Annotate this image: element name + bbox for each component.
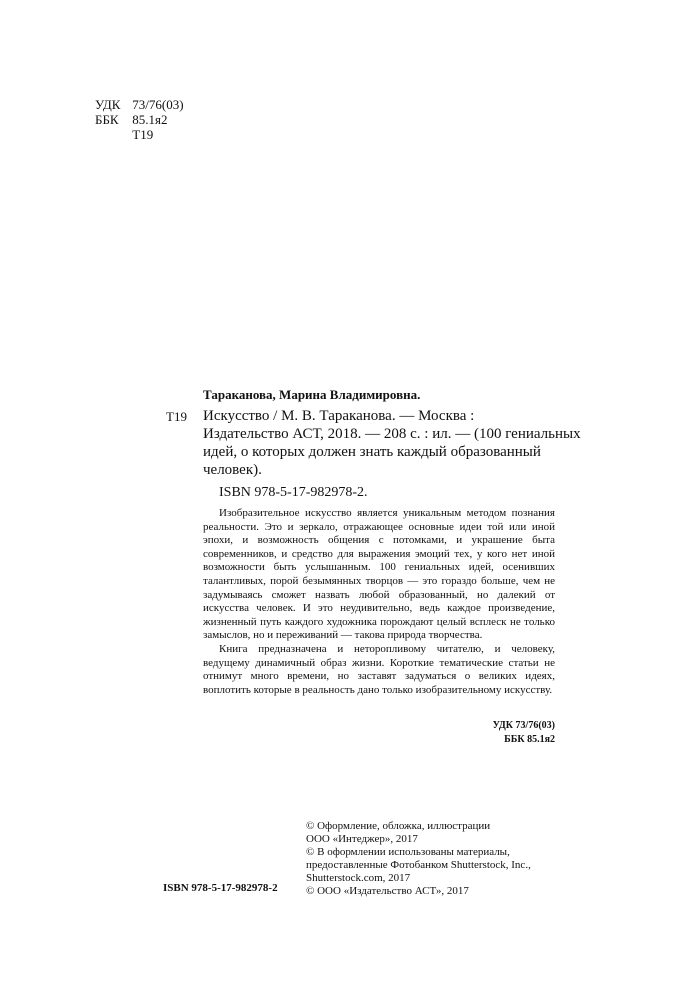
biblio-line: Издательство АСТ, 2018. — 208 с. : ил. — (100 гениальных [203, 426, 581, 442]
isbn-bottom: ISBN 978-5-17-982978-2 [163, 882, 278, 894]
copyright-line: предоставленные Фотобанком Shutterstock, Inc., [306, 859, 531, 871]
udk-row [95, 97, 184, 112]
bbk-row [95, 112, 184, 127]
author-mark: Т19 [166, 409, 187, 424]
classification-codes-bottom [493, 719, 555, 747]
bbk-label: ББК [95, 112, 119, 127]
annotation [203, 507, 555, 697]
copyright-block [306, 820, 531, 898]
annotation-paragraph: Книга предназначена и неторопливому читателю, и человеку, ведущему динамичный образ жизни. Короткие тематические статьи не отнимут много времени, но заставят задуматься о великих идеях, воплотить которые в реальность дано только изобразительному искусству. [203, 642, 555, 696]
udk-label: УДК [95, 97, 121, 112]
biblio-line: идей, о которых должен знать каждый образованный [203, 444, 541, 460]
author-mark-top: Т19 [132, 127, 154, 142]
copyright-line: © ООО «Издательство АСТ», 2017 [306, 885, 469, 897]
biblio-line: Искусство / М. В. Тараканова. — Москва : [203, 408, 475, 424]
copyright-line: Shutterstock.com, 2017 [306, 872, 411, 884]
biblio-line: человек). [203, 462, 262, 478]
author-mark-row [95, 127, 184, 142]
copyright-line: ООО «Интеджер», 2017 [306, 833, 418, 845]
bbk-code-bottom: ББК 85.1я2 [504, 734, 555, 745]
udk-code-bottom: УДК 73/76(03) [492, 720, 555, 731]
copyright-line: © Оформление, обложка, иллюстрации [306, 820, 491, 832]
bbk-value: 85.1я2 [132, 112, 168, 127]
udk-value: 73/76(03) [132, 97, 184, 112]
copyright-line: © В оформлении использованы материалы, [306, 846, 510, 858]
classification-codes [95, 97, 184, 142]
annotation-paragraph: Изобразительное искусство является уникальным методом познания реальности. Это и зеркало, отражающее основные идеи той или иной эпохи, и возможность общения с потомками, и украшение быта современников, и средство для выражения эмоций тех, у кого нет иной возможности быть услышанным. 100 гениальных идей, осенивших талантливых, порой безымянных творцов — это гораздо больше, чем не задумываясь сможет назвать любой образованный, но далекий от искусства человек. И это неудивительно, ведь каждое произведение, жизненный путь каждого художника порождают целый всплеск не только замыслов, но и переживаний — такова природа творчества. [203, 507, 555, 642]
isbn: ISBN 978-5-17-982978-2. [219, 485, 368, 500]
author-heading: Тараканова, Марина Владимировна. [203, 387, 421, 402]
bibliographic-description [203, 407, 581, 479]
